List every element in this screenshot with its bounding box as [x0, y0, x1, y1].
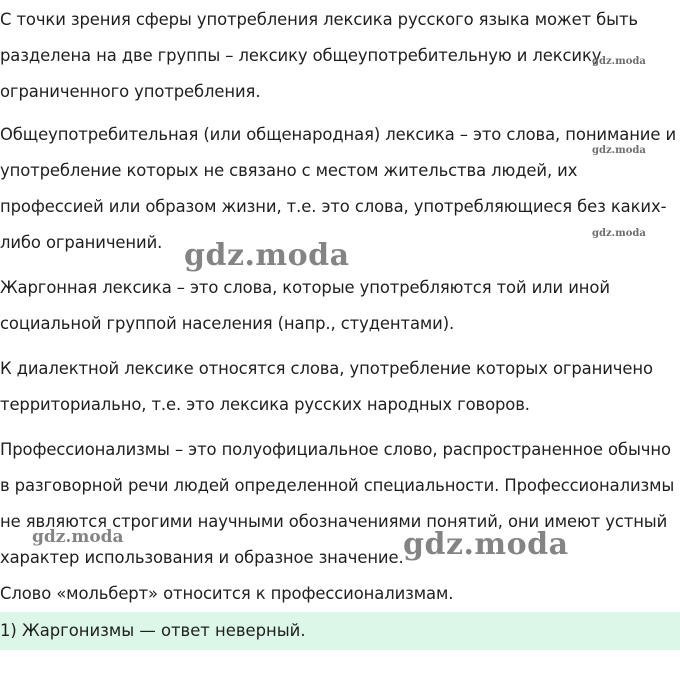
- paragraph-dialect: К диалектной лексике относятся слова, употребление которых ограничено территориально, т.е. это лексика русских народных говоров.: [0, 359, 653, 414]
- answer-box: [0, 612, 680, 650]
- watermark-small: gdz.moda: [592, 228, 646, 239]
- watermark-medium: gdz.moda: [32, 527, 124, 547]
- paragraph-conclusion: Слово «мольберт» относится к профессионализмам.: [0, 584, 454, 603]
- watermark-small: gdz.moda: [592, 56, 646, 67]
- answer-text: 1) Жаргонизмы — ответ неверный.: [0, 621, 306, 640]
- paragraph-professionalisms: Профессионализмы – это полуофициальное слово, распространенное обычно в разговорной речи людей определенной специальности. Профессионализмы не являются строгими научными обозначениями понятий, они имеют устный характер использования и образное значение.: [0, 440, 675, 567]
- watermark-large: gdz.moda: [403, 527, 569, 562]
- paragraph-jargon: Жаргонная лексика – это слова, которые употребляются той или иной социальной группой населения (напр., студентами).: [0, 278, 610, 333]
- paragraph-common-lexicon: Общеупотребительная (или общенародная) лексика – это слова, понимание и употребление которых не связано с местом жительства людей, их профессией или образом жизни, т.е. это слова, употребляющиеся без каких- либо ограничений.: [0, 125, 677, 252]
- watermark-small: gdz.moda: [592, 145, 646, 156]
- watermark-large: gdz.moda: [184, 238, 350, 273]
- paragraph-sphere-of-use: С точки зрения сферы употребления лексика русского языка может быть разделена на две группы – лексику общеупотребительную и лексику ограниченного употребления.: [0, 10, 638, 101]
